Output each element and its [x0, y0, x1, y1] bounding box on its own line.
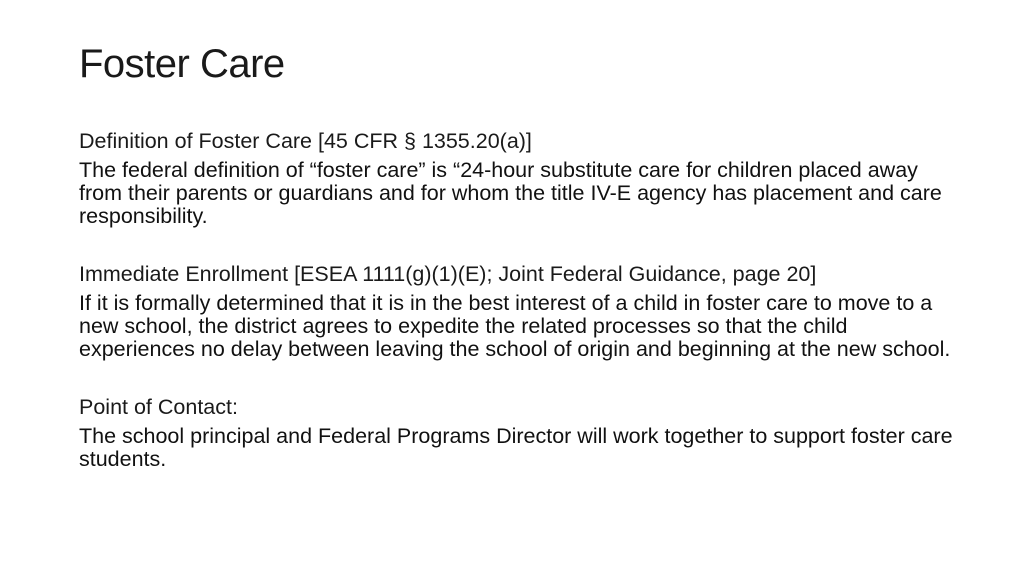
section-point-of-contact [79, 393, 959, 471]
section-heading: Immediate Enrollment [ESEA 1111(g)(1)(E); Joint Federal Guidance, page 20] [79, 262, 817, 286]
section-foster-care-definition [79, 127, 959, 228]
slide-content [79, 127, 959, 471]
section-immediate-enrollment [79, 260, 959, 361]
section-heading: Definition of Foster Care [45 CFR § 1355.20(a)] [79, 129, 532, 153]
slide-title: Foster Care [79, 42, 285, 86]
section-body: The federal definition of “foster care” is “24-hour substitute care for children placed away from their parents or guardians and for whom the title IV-E agency has placement and care responsibility. [79, 158, 942, 228]
section-body: The school principal and Federal Programs Director will work together to support foster care students. [79, 424, 953, 471]
section-body: If it is formally determined that it is in the best interest of a child in foster care to move to a new school, the district agrees to expedite the related processes so that the child experiences no delay between leaving the school of origin and beginning at the new school. [79, 291, 951, 361]
section-heading: Point of Contact: [79, 395, 238, 419]
